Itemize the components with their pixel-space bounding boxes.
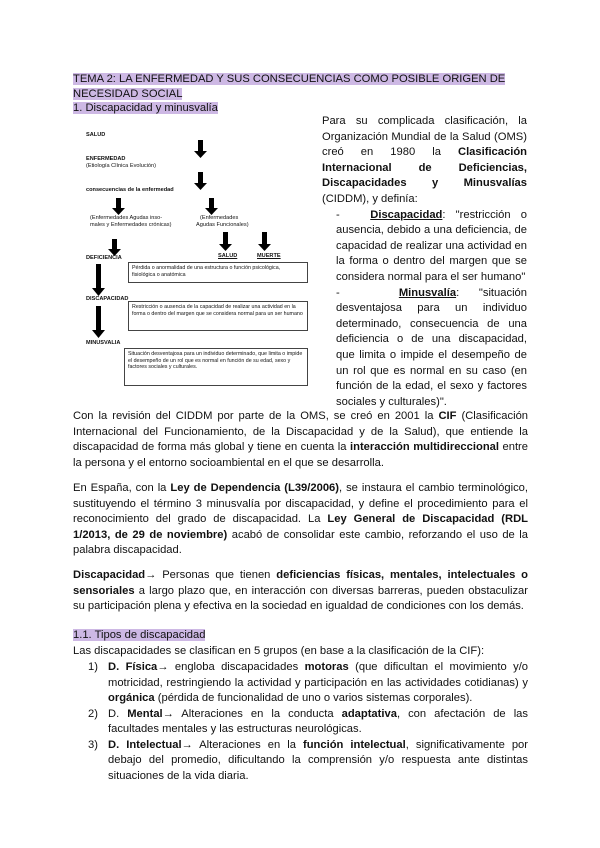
arrow-8-head <box>92 288 105 296</box>
arrow-2-head <box>194 183 207 190</box>
arrow-4-head <box>205 208 218 215</box>
arrow-3 <box>116 198 121 208</box>
arrow-5 <box>112 239 117 249</box>
enfermedad-label: ENFERMEDAD <box>86 156 126 162</box>
funcionales-label: (Enfermedades <box>200 215 239 221</box>
minusvalia-label: MINUSVALIA <box>86 340 121 346</box>
consecuencias-label: consecuencias de la enfermedad <box>86 187 174 193</box>
discapacidad-definition: - Discapacidad: "restricción o ausencia, debido a una deficiencia, de capacidad de realizar una actividad en la forma o dentro del margen que se considera normal para el ser humano" <box>336 208 528 283</box>
list-item: 3) D. Intelectual→ Alteraciones en la función intelectual, significativamente por debajo del promedio, dificultando la comprensión y/o respuesta ante distintas situaciones de la vida diaria. <box>88 738 528 782</box>
arrow-2 <box>198 172 203 183</box>
salud-label: SALUD <box>86 132 106 138</box>
cif-paragraph: Con la revisión del CIDDM por parte de la OMS, se creó en 2001 la CIF (Clasificación Internacional del Funcionamiento, de la Discapacidad y de la Salud), que entiende la discapacidad de forma más global y tiene en cuenta la interacción multidireccional entre la persona y el entorno socioambiental en el que se desarrolla. <box>73 410 529 469</box>
arrow-4 <box>209 198 214 208</box>
deficiencia-definition-box: Pérdida o anormalidad de una estructura o función psicológica, fisiológica o anatómica <box>128 262 308 283</box>
muerte-outcome-label: MUERTE <box>257 253 281 259</box>
disability-diagram <box>82 128 314 398</box>
agudas-label-2: males y Enfermedades crónicas) <box>90 222 172 228</box>
minusvalia-definition-box: Situación desventajosa para un individuo determinado, que limita o impide el desempeño de un rol que es normal en función de su edad, sexo y factores sociales y culturales. <box>124 348 308 386</box>
discapacidad-definition-box: Restricción o ausencia de la capacidad de realizar una actividad en la forma o dentro del margen que se considera normal para un ser humano <box>128 301 308 331</box>
arrow-6 <box>223 232 228 244</box>
arrow-1-head <box>194 151 207 158</box>
arrow-8 <box>96 264 101 288</box>
section-heading-1: 1. Discapacidad y minusvalía <box>73 102 218 114</box>
deficiencia-label: DEFICIENCIA <box>86 255 122 261</box>
section-heading-2: 1.1. Tipos de discapacidad <box>73 629 206 641</box>
arrow-9-head <box>92 330 105 338</box>
arrow-7 <box>262 232 267 244</box>
arrow-3-head <box>112 208 125 215</box>
agudas-label: (Enfermedades Agudas inso- <box>90 215 163 221</box>
arrow-1 <box>198 140 203 151</box>
page-title: TEMA 2: LA ENFERMEDAD Y SUS CONSECUENCIAS COMO POSIBLE ORIGEN DE NECESIDAD SOCIAL <box>73 73 506 100</box>
arrow-7-head <box>258 244 271 251</box>
types-intro: Las discapacidades se clasifican en 5 grupos (en base a la clasificación de la CIF): <box>73 645 485 657</box>
salud-outcome-label: SALUD <box>218 253 238 259</box>
right-column-text <box>322 114 527 410</box>
list-item: 2) D. Mental→ Alteraciones en la conducta adaptativa, con afectación de las facultades mentales y las estructuras neurológicas. <box>88 707 528 735</box>
spain-law-paragraph: En España, con la Ley de Dependencia (L39/2006), se instaura el cambio terminológico, sustituyendo el término 3 minusvalía por discapacidad, y define el procedimiento para el reconocimiento del grado de discapacidad. La Ley General de Discapacidad (RDL 1/2013, de 29 de noviembre) acabó de consolidar este cambio, reforzando el uso de la palabra discapacidad. <box>73 482 529 556</box>
arrow-6-head <box>219 244 232 251</box>
funcionales-label-2: Agudas Funcionales) <box>196 222 249 228</box>
list-item: 1) D. Física→ engloba discapacidades motoras (que dificultan el movimiento y/o motricidad, restringiendo la actividad y participación en las actividades cotidianas) y orgánica (pérdida de funcionalidad de uno o varios sistemas corporales). <box>88 661 529 704</box>
ciddm-intro-paragraph: Para su complicada clasificación, la Organización Mundial de la Salud (OMS) creó en 1980 la Clasificación Internacional de Deficiencias, Discapacidades y Minusvalías (CIDDM), y definía: <box>322 115 527 205</box>
discapacidad-definition-paragraph: Discapacidad→ Personas que tienen deficiencias físicas, mentales, intelectuales o sensoriales a largo plazo que, en interacción con diversas barreras, pueden obstaculizar su participación plena y efectiva en la sociedad en igualdad de condiciones con los demás. <box>73 569 529 612</box>
arrow-9 <box>96 306 101 330</box>
minusvalia-definition: - Minusvalía: "situación desventajosa para un individuo determinado, consecuencia de una deficiencia o de una discapacidad, que limita o impide el desempeño de un rol que es normal en su caso (en función de la edad, el sexo y factores sociales y culturales)". <box>336 286 528 408</box>
enfermedad-sub-label: (Etiología Clínica Evolución) <box>86 163 156 169</box>
discapacidad-label: DISCAPACIDAD <box>86 296 129 302</box>
disability-types-list <box>73 660 528 784</box>
